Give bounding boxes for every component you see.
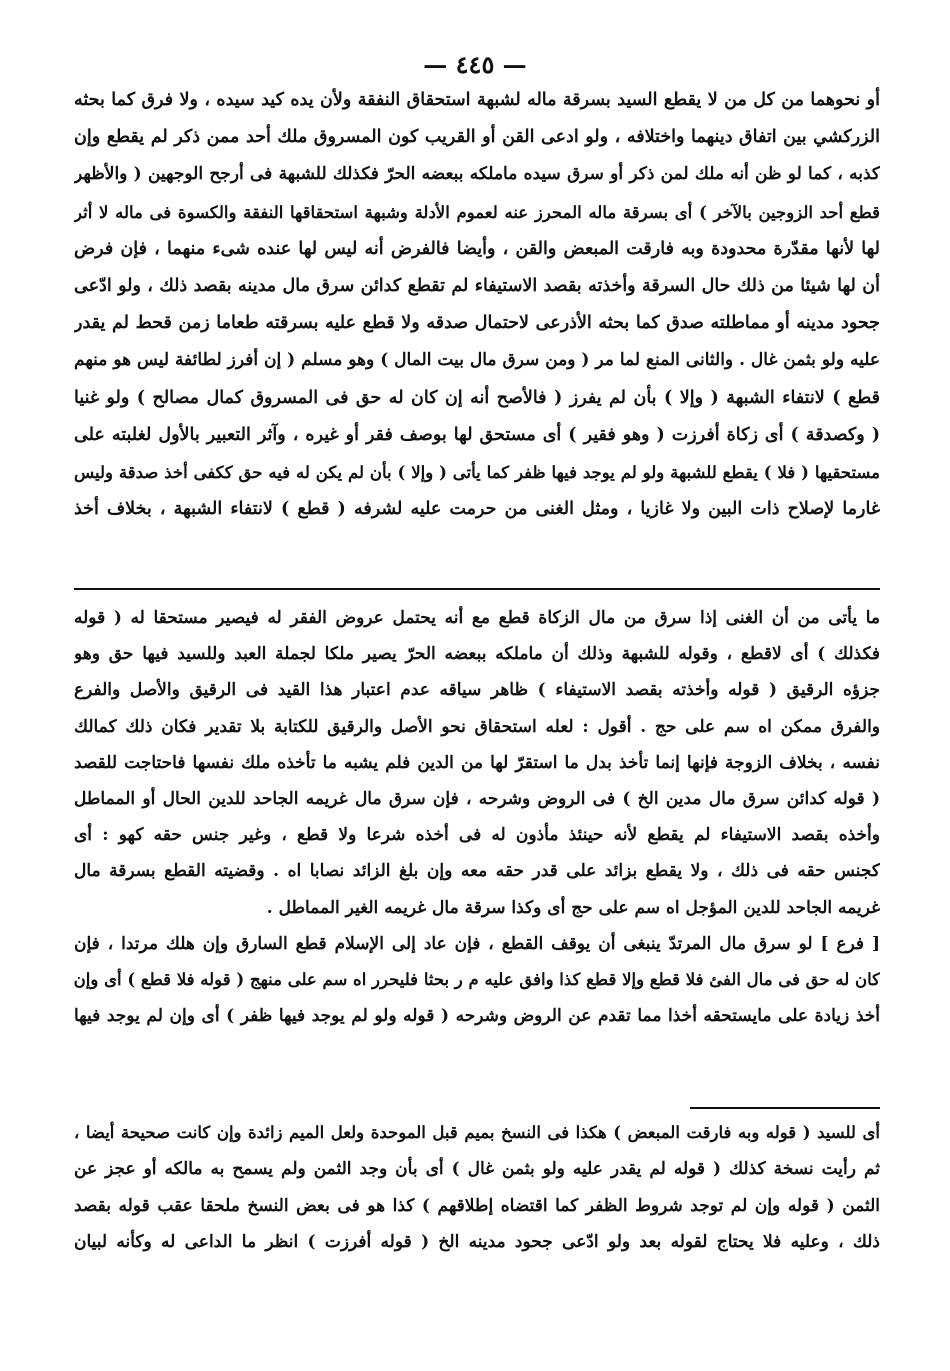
main-text-line: ( وكصدقة ) أى زكاة أفرزت ( وهو فقير ) أى مستحق لها بوصف فقر أو غيره ، وآثر التعبير بالأول لغلبته على <box>74 424 880 445</box>
main-text-line: قطع ) لانتفاء الشبهة ( وإلا ) بأن لم يفرز ( فالأصح أنه إن كان له حق فى المسروق كمال مصالح ) ولو غنيا <box>74 387 880 408</box>
footnote-line: أى للسيد ( قوله وبه فارقت المبعض ) هكذا فى النسخ بميم قبل الموحدة ولعل الميم زائدة وإن كانت صحيحة أيضا ، <box>74 1123 880 1142</box>
main-text-line: قطع أحد الزوجين بالآخر ) أى بسرقة ماله المحرز عنه لعموم الأدلة وشبهة استحقاقها النفقة والكسوة فى ماله لا أثر <box>74 202 880 222</box>
hashiya-line: جزؤه الرقيق ( قوله وأخذته بقصد الاستيفاء ) ظاهر سياقه عدم اعتبار هذا القيد فى الرقيق والأصل والفرع <box>74 680 880 701</box>
main-text-line: عليه ولو بثمن غال . والثانى المنع لما مر ( ومن سرق مال بيت المال ) وهو مسلم ( إن أفرز لطائفة ليس هو منهم <box>74 350 880 371</box>
hashiya-line: والفرق ممكن اه سم على حج . أقول : لعله استحقاق نحو الأصل والرقيق للكتابة بلا تقدير فكان ذلك كمالك <box>74 716 880 737</box>
main-text-line: مستحقيها ( فلا ) يقطع للشبهة ولو لم يوجد فيها ظفر كما يأتى ( وإلا ) بأن لم يكن له فيه حق ككفى أخذ صدقة وليس <box>74 462 880 482</box>
main-text-line: لها لأنها مقدّرة محدودة وبه فارقت المبعض والقن ، وأيضا فالفرض أنه ليس لها عنده شىء منهما ، فإن فرض <box>74 238 880 259</box>
main-text-line: الزركشي بين اتفاق دينهما واختلافه ، ولو ادعى القن أو القريب كون المسروق ملك أحد ممن ذكر لم يقطع وإن <box>74 127 880 148</box>
footnote-line: ذلك ، وعليه فلا يحتاج لقوله بعد ولو ادّعى جحود مدينه الخ ( قوله أفرزت ) انظر ما الداعى له وكأنه لبيان <box>74 1232 880 1253</box>
hashiya-line: كجنس حقه فى ذلك ، ولا يقطع بزائد على قدر حقه معه وإن بلغ الزائد نصابا اه . وقضيته القطع بسرقة مال <box>74 861 880 882</box>
hashiya-line: نفسه ، بخلاف الزوجة فإنها إنما تأخذ بدل ما استقرّ لها من الدين فلم يشبه ما تأخذه ملك نفسها فاحتاجت للقصد <box>74 752 880 773</box>
page-number: — ٤٤٥ — <box>423 50 527 79</box>
footnote-line: ثم رأيت نسخة كذلك ( قوله لم يقدر عليه ولو بثمن غال ) أى بأن وجد الثمن ولم يسمح به مالكه أو عجز عن <box>74 1159 880 1180</box>
main-text-line: جحود مدينه أو مماطلته صدق كما بحثه الأذرعى لاحتمال صدقه ولا قطع عليه بسرقته طعاما زمن قحط لم يقدر <box>74 313 880 334</box>
hashiya-line: وأخذه بقصد الاستيفاء لم يقطع لأنه حينئذ مأذون له فى أخذه شرعا ولا قطع ، وغير جنس حقه كهو : أى <box>74 825 880 846</box>
hashiya-block <box>74 600 880 1034</box>
hashiya-line: غريمه الجاحد للدين المؤجل اه سم على حج أى وكذا سرقة مال غريمه الغير المماطل . <box>266 897 880 918</box>
main-text-line: كذبه ، كما لو ظن أنه ملك لمن ذكر أو سرق سيده ماملكه ببعضه الحرّ فكذلك للشبهة فى أرجح الوجهين ( والأظهر <box>74 164 880 185</box>
footnote-block <box>74 1115 880 1261</box>
footnote-line: الثمن ( قوله وإن لم توجد شروط الظفر كما اقتضاه إطلاقهم ) كذا هو فى بعض النسخ ملحقا عقب قوله بقصد <box>74 1195 880 1216</box>
hashiya-line: ( قوله كدائن سرق مال مدين الخ ) فى الروض وشرحه ، فإن سرق مال غريمه الجاحد للدين الحال أو المماطل <box>74 788 880 809</box>
footnote-divider <box>690 1107 880 1109</box>
main-text-line: غارما لإصلاح ذات البين ولا غازيا ، ومثل الغنى من حرمت عليه لشرفه ( قطع ) لانتفاء الشبهة ، بخلاف أخذ <box>74 499 880 520</box>
hashiya-line: أخذ زيادة على مايستحقه أخذا مما تقدم عن الروض وشرحه ( قوله ولو لم يوجد فيها ظفر ) أى وإن لم يوجد فيها <box>74 1006 880 1027</box>
main-text-line: أو نحوهما من كل من لا يقطع السيد بسرقة ماله لشبهة استحقاق النفقة ولأن يده كيد سيده ، ولا فرق كما بحثه <box>74 90 880 110</box>
hashiya-line: كان له حق فى مال الفئ فلا قطع وإلا قطع كذا وافق عليه م ر بحثا فليحرر اه سم على منهج ( قوله فلا قطع ) أى وإن <box>74 969 880 989</box>
section-divider <box>74 588 880 590</box>
main-text-block <box>74 82 880 528</box>
hashiya-line: [ فرع ] لو سرق مال المرتدّ ينبغى أن يوقف القطع ، فإن عاد إلى الإسلام قطع السارق وإن هلك مرتدا ، فإن <box>74 933 880 954</box>
hashiya-line: فكذلك ) أى لاقطع ، وقوله للشبهة وذلك أن ماملكه ببعضه الحرّ يصير ملكا لجملة العبد وللسيد فيها حق وهو <box>74 644 880 665</box>
hashiya-line: ما يأتى من أن الغنى إذا سرق من مال الزكاة قطع مع أنه يحتمل عروض الفقر له فيصير مستحقا له ( قوله <box>74 608 880 628</box>
main-text-line: أن لها شيئا من ذلك حال السرقة وأخذته بقصد الاستيفاء لم تقطع كدائن سرق مال مدينه بقصد ذلك ، ولو ادّعى <box>74 275 880 296</box>
